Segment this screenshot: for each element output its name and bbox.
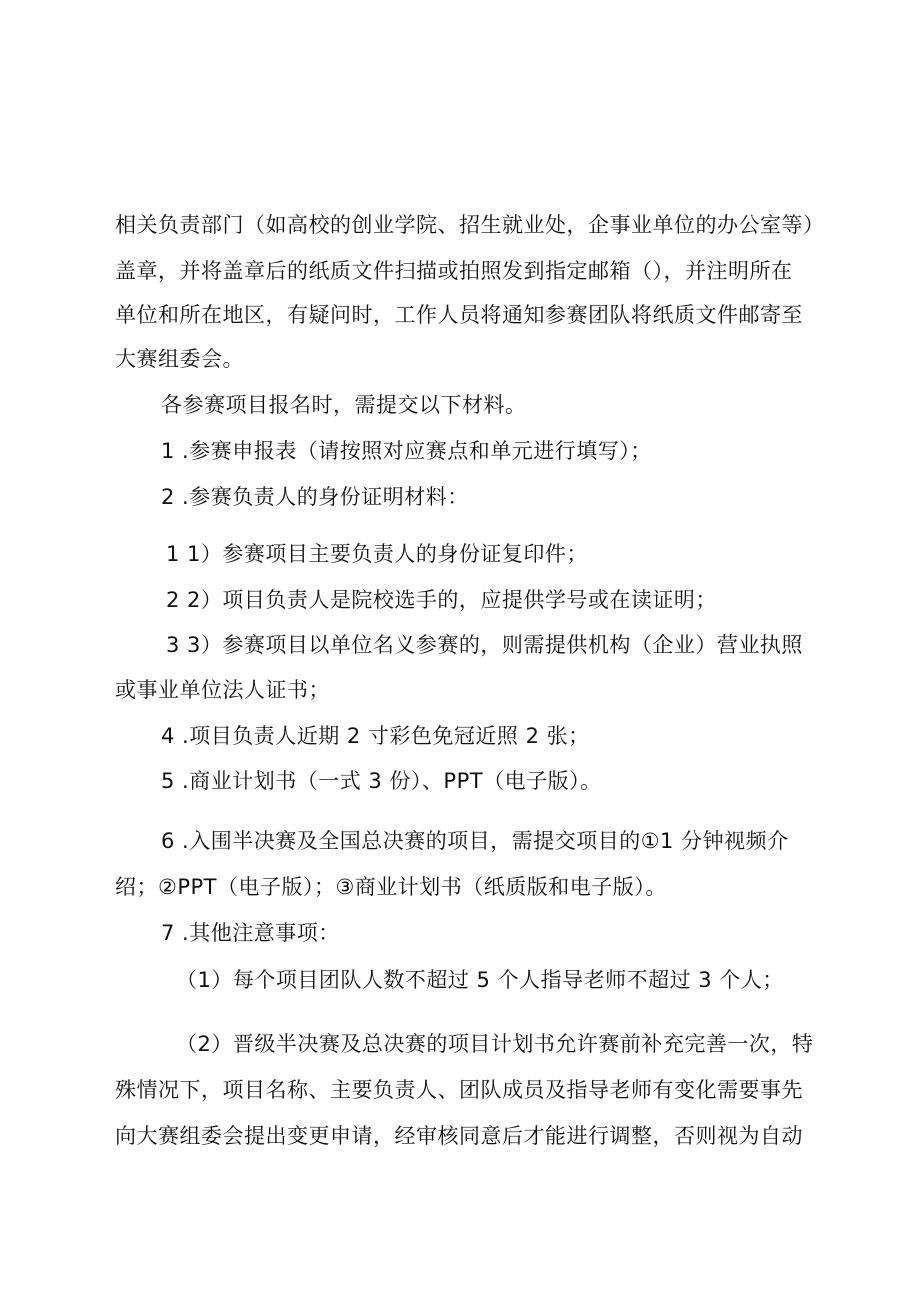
note-item-2: （2）晋级半决赛及总决赛的项目计划书允许赛前补充完善一次，特 [176,1032,814,1056]
note-item-1: （1）每个项目团队人数不超过 5 个人指导老师不超过 3 个人； [176,968,784,992]
sublist-item-3: 3 3）参赛项目以单位名义参赛的，则需提供机构（企业）营业执照 [166,633,803,657]
sublist-item-1: 1 1）参赛项目主要负责人的身份证复印件； [166,542,588,566]
list-item-2: 2 .参赛负责人的身份证明材料： [161,485,469,509]
paragraph-line-2: 盖章，并将盖章后的纸质文件扫描或拍照发到指定邮箱（），并注明所在 [115,259,793,283]
paragraph-line-3: 单位和所在地区，有疑问时，工作人员将通知参赛团队将纸质文件邮寄至 [115,303,803,327]
paragraph-line-1: 相关负责部门（如高校的创业学院、招生就业处，企事业单位的办公室等） [115,213,825,237]
list-item-4: 4 .项目负责人近期 2 寸彩色免冠近照 2 张； [161,724,590,748]
list-item-6: 6 .入围半决赛及全国总决赛的项目，需提交项目的①1 分钟视频介 [161,829,789,853]
list-item-1: 1 .参赛申报表（请按照对应赛点和单元进行填写）； [161,439,652,463]
note-item-2-cont-1: 殊情况下，项目名称、主要负责人、团队成员及指导老师有变化需要事先 [115,1078,803,1102]
list-item-5: 5 .商业计划书（一式 3 份）、PPT（电子版）。 [161,769,602,793]
sublist-item-2: 2 2）项目负责人是院校选手的，应提供学号或在读证明； [166,588,717,612]
intro-line: 各参赛项目报名时，需提交以下材料。 [161,393,527,417]
sublist-item-3-cont: 或事业单位法人证书； [115,678,330,702]
list-item-7: 7 .其他注意事项： [161,921,340,945]
note-item-2-cont-2: 向大赛组委会提出变更申请，经审核同意后才能进行调整，否则视为自动 [115,1124,803,1148]
paragraph-line-4: 大赛组委会。 [115,347,244,371]
list-item-6-cont: 绍；②PPT（电子版）；③商业计划书（纸质版和电子版）。 [115,875,667,899]
